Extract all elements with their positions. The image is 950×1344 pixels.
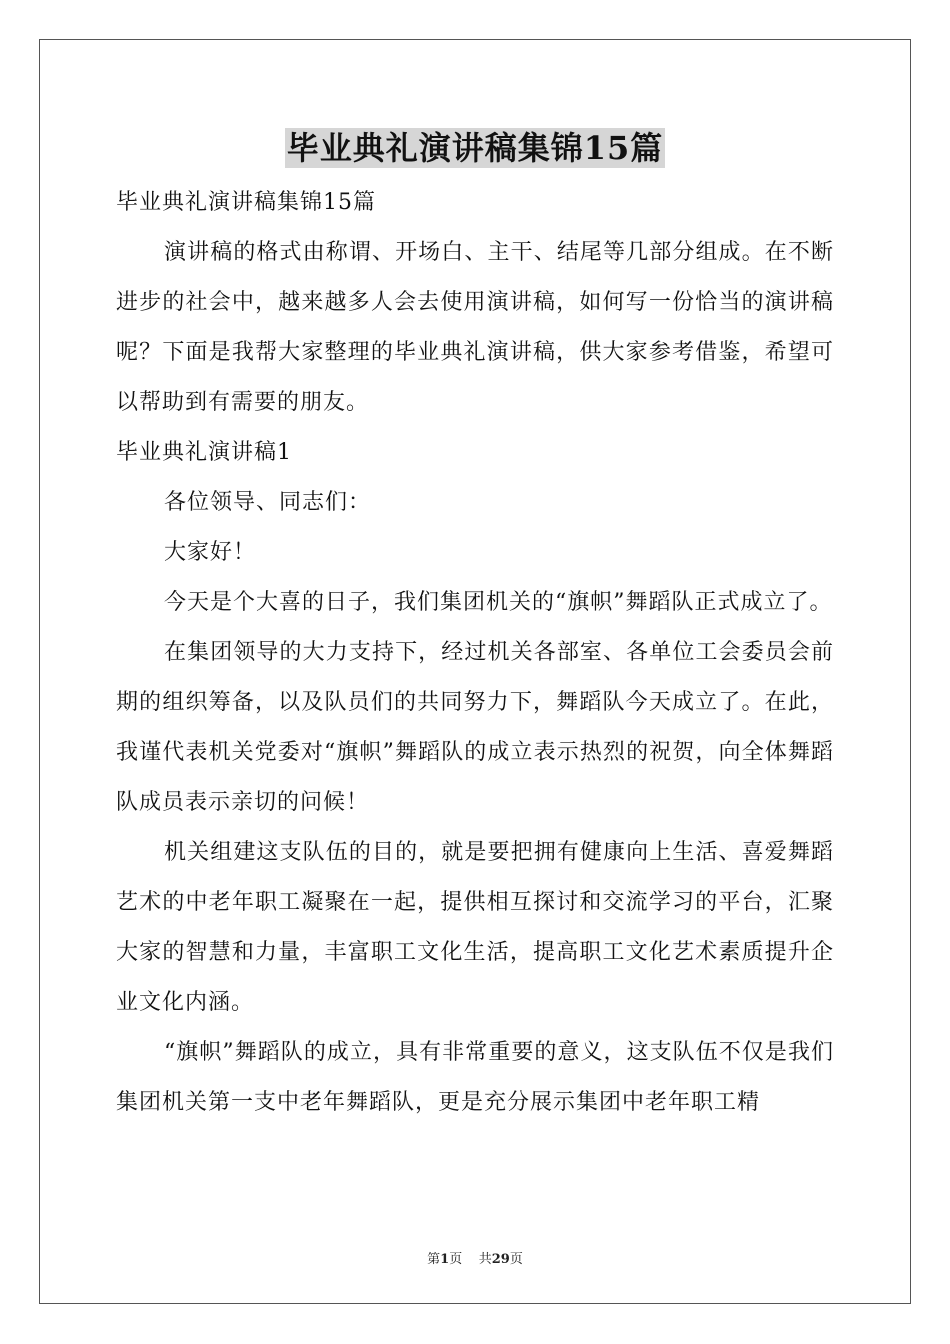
section-heading: 毕业典礼演讲稿1 (116, 440, 292, 465)
total-prefix: 共 (478, 1252, 492, 1267)
body-paragraph: 机关组建这支队伍的目的，就是要把拥有健康向上生活、喜爱舞蹈艺术的中老年职工凝聚在一起，提供相互探讨和交流学习的平台，汇聚大家的智慧和力量，丰富职工文化生活，提高职工文化艺术素质提升企业文化内涵。 (116, 840, 834, 1015)
page-footer (0, 1248, 950, 1267)
title-container (0, 128, 950, 168)
document-title: 毕业典礼演讲稿集锦15篇 (286, 129, 664, 167)
salutation-paragraph: 各位领导、同志们： (164, 490, 372, 515)
body-paragraph: 今天是个大喜的日子，我们集团机关的“旗帜”舞蹈队正式成立了。 (164, 590, 833, 615)
document-body (116, 178, 834, 1128)
greeting-paragraph: 大家好！ (164, 540, 257, 565)
total-suffix: 页 (509, 1252, 523, 1267)
page-suffix: 页 (449, 1252, 463, 1267)
subtitle-line: 毕业典礼演讲稿集锦15篇 (116, 190, 376, 215)
body-paragraph: 在集团领导的大力支持下，经过机关各部室、各单位工会委员会前期的组织筹备，以及队员们的共同努力下，舞蹈队今天成立了。在此，我谨代表机关党委对“旗帜”舞蹈队的成立表示热烈的祝贺，向全体舞蹈队成员表示亲切的问候！ (116, 640, 834, 815)
page-prefix: 第 (427, 1252, 441, 1267)
total-pages: 29 (491, 1252, 510, 1267)
intro-paragraph: 演讲稿的格式由称谓、开场白、主干、结尾等几部分组成。在不断进步的社会中，越来越多人会去使用演讲稿，如何写一份恰当的演讲稿呢？下面是我帮大家整理的毕业典礼演讲稿，供大家参考借鉴，希望可以帮助到有需要的朋友。 (116, 240, 834, 415)
body-paragraph: “旗帜”舞蹈队的成立，具有非常重要的意义，这支队伍不仅是我们集团机关第一支中老年舞蹈队，更是充分展示集团中老年职工精 (116, 1040, 834, 1115)
page-number: 1 (440, 1252, 450, 1267)
